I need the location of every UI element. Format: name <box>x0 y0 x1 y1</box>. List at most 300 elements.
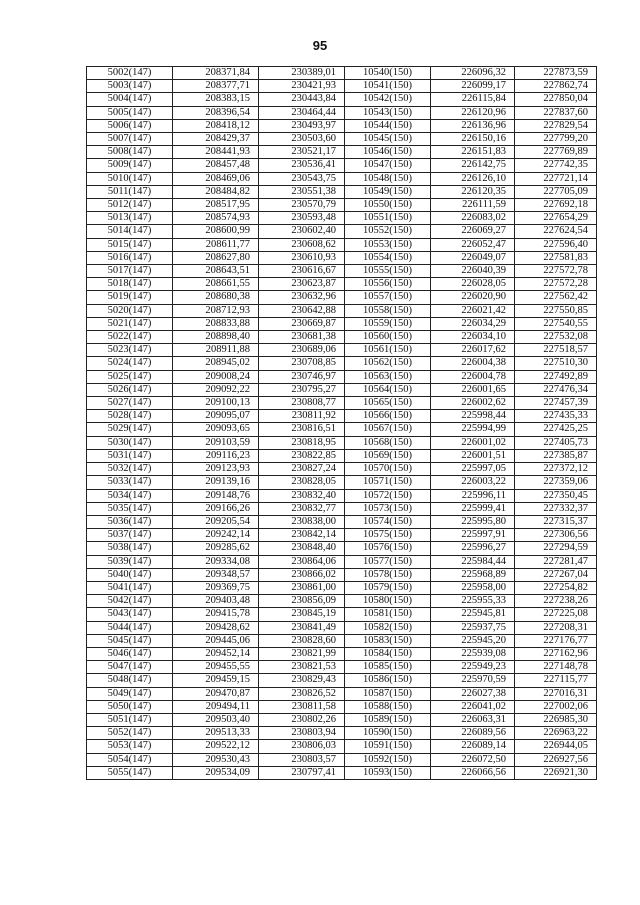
y-coordinate-right: 227799,20 <box>515 133 597 146</box>
y-coordinate-right: 227721,14 <box>515 172 597 185</box>
y-coordinate-left: 230389,01 <box>259 67 345 80</box>
point-id-right: 10568(150) <box>345 436 431 449</box>
point-id-right: 10574(150) <box>345 515 431 528</box>
point-id-right: 10577(150) <box>345 555 431 568</box>
x-coordinate-right: 226001,02 <box>431 436 515 449</box>
point-id-left: 5031(147) <box>87 449 173 462</box>
y-coordinate-right: 227385,87 <box>515 449 597 462</box>
table-row <box>87 661 597 674</box>
y-coordinate-left: 230866,02 <box>259 568 345 581</box>
point-id-right: 10570(150) <box>345 463 431 476</box>
y-coordinate-left: 230708,85 <box>259 357 345 370</box>
x-coordinate-right: 226111,59 <box>431 199 515 212</box>
point-id-left: 5037(147) <box>87 529 173 542</box>
point-id-right: 10591(150) <box>345 740 431 753</box>
point-id-right: 10567(150) <box>345 423 431 436</box>
x-coordinate-right: 226003,22 <box>431 476 515 489</box>
y-coordinate-left: 230816,51 <box>259 423 345 436</box>
x-coordinate-left: 208457,48 <box>173 159 259 172</box>
point-id-right: 10589(150) <box>345 713 431 726</box>
x-coordinate-right: 226096,32 <box>431 67 515 80</box>
y-coordinate-left: 230803,57 <box>259 753 345 766</box>
y-coordinate-left: 230616,67 <box>259 265 345 278</box>
point-id-right: 10586(150) <box>345 674 431 687</box>
point-id-left: 5040(147) <box>87 568 173 581</box>
x-coordinate-left: 208661,55 <box>173 278 259 291</box>
table-row <box>87 93 597 106</box>
point-id-left: 5018(147) <box>87 278 173 291</box>
x-coordinate-left: 208484,82 <box>173 185 259 198</box>
x-coordinate-left: 209369,75 <box>173 581 259 594</box>
table-row <box>87 727 597 740</box>
y-coordinate-left: 230797,41 <box>259 766 345 779</box>
point-id-left: 5049(147) <box>87 687 173 700</box>
point-id-right: 10547(150) <box>345 159 431 172</box>
table-row <box>87 212 597 225</box>
point-id-left: 5041(147) <box>87 581 173 594</box>
y-coordinate-left: 230802,26 <box>259 713 345 726</box>
y-coordinate-left: 230536,41 <box>259 159 345 172</box>
y-coordinate-left: 230848,40 <box>259 542 345 555</box>
point-id-right: 10571(150) <box>345 476 431 489</box>
point-id-left: 5029(147) <box>87 423 173 436</box>
x-coordinate-left: 209494,11 <box>173 700 259 713</box>
x-coordinate-left: 209522,12 <box>173 740 259 753</box>
point-id-right: 10555(150) <box>345 265 431 278</box>
y-coordinate-right: 227457,39 <box>515 397 597 410</box>
x-coordinate-left: 209445,06 <box>173 634 259 647</box>
table-row <box>87 542 597 555</box>
x-coordinate-right: 226021,42 <box>431 304 515 317</box>
table-row <box>87 489 597 502</box>
point-id-right: 10546(150) <box>345 146 431 159</box>
point-id-left: 5028(147) <box>87 410 173 423</box>
y-coordinate-left: 230551,38 <box>259 185 345 198</box>
y-coordinate-right: 227332,37 <box>515 502 597 515</box>
x-coordinate-left: 209348,57 <box>173 568 259 581</box>
x-coordinate-left: 208396,54 <box>173 106 259 119</box>
x-coordinate-left: 208898,40 <box>173 331 259 344</box>
point-id-left: 5055(147) <box>87 766 173 779</box>
table-row <box>87 119 597 132</box>
y-coordinate-right: 227550,85 <box>515 304 597 317</box>
point-id-right: 10543(150) <box>345 106 431 119</box>
x-coordinate-left: 208643,51 <box>173 265 259 278</box>
point-id-right: 10544(150) <box>345 119 431 132</box>
point-id-left: 5027(147) <box>87 397 173 410</box>
point-id-right: 10552(150) <box>345 225 431 238</box>
x-coordinate-left: 208377,71 <box>173 80 259 93</box>
x-coordinate-right: 225998,44 <box>431 410 515 423</box>
point-id-left: 5047(147) <box>87 661 173 674</box>
x-coordinate-left: 209470,87 <box>173 687 259 700</box>
point-id-right: 10572(150) <box>345 489 431 502</box>
x-coordinate-right: 226001,51 <box>431 449 515 462</box>
y-coordinate-right: 227837,60 <box>515 106 597 119</box>
point-id-left: 5003(147) <box>87 80 173 93</box>
x-coordinate-left: 209205,54 <box>173 515 259 528</box>
x-coordinate-left: 209334,08 <box>173 555 259 568</box>
table-row <box>87 581 597 594</box>
x-coordinate-right: 226066,56 <box>431 766 515 779</box>
x-coordinate-left: 208600,99 <box>173 225 259 238</box>
point-id-left: 5009(147) <box>87 159 173 172</box>
x-coordinate-right: 226028,05 <box>431 278 515 291</box>
x-coordinate-left: 208945,02 <box>173 357 259 370</box>
table-row <box>87 766 597 779</box>
point-id-left: 5023(147) <box>87 344 173 357</box>
point-id-right: 10557(150) <box>345 291 431 304</box>
table-row <box>87 595 597 608</box>
y-coordinate-left: 230842,14 <box>259 529 345 542</box>
y-coordinate-right: 227405,73 <box>515 436 597 449</box>
x-coordinate-right: 226020,90 <box>431 291 515 304</box>
y-coordinate-left: 230861,00 <box>259 581 345 594</box>
point-id-right: 10593(150) <box>345 766 431 779</box>
y-coordinate-right: 227532,08 <box>515 331 597 344</box>
x-coordinate-right: 225996,27 <box>431 542 515 555</box>
y-coordinate-right: 227225,08 <box>515 608 597 621</box>
y-coordinate-right: 227596,40 <box>515 238 597 251</box>
point-id-left: 5021(147) <box>87 317 173 330</box>
table-row <box>87 238 597 251</box>
point-id-left: 5020(147) <box>87 304 173 317</box>
x-coordinate-left: 208680,38 <box>173 291 259 304</box>
table-row <box>87 502 597 515</box>
x-coordinate-right: 226052,47 <box>431 238 515 251</box>
table-row <box>87 265 597 278</box>
point-id-left: 5022(147) <box>87 331 173 344</box>
y-coordinate-left: 230828,05 <box>259 476 345 489</box>
point-id-right: 10563(150) <box>345 370 431 383</box>
point-id-left: 5035(147) <box>87 502 173 515</box>
y-coordinate-right: 227148,78 <box>515 661 597 674</box>
table-row <box>87 106 597 119</box>
x-coordinate-left: 208611,77 <box>173 238 259 251</box>
y-coordinate-left: 230602,40 <box>259 225 345 238</box>
y-coordinate-right: 226985,30 <box>515 713 597 726</box>
x-coordinate-right: 226089,56 <box>431 727 515 740</box>
y-coordinate-left: 230642,88 <box>259 304 345 317</box>
x-coordinate-right: 226040,39 <box>431 265 515 278</box>
table-row <box>87 251 597 264</box>
table-row <box>87 700 597 713</box>
y-coordinate-right: 227518,57 <box>515 344 597 357</box>
x-coordinate-right: 225997,05 <box>431 463 515 476</box>
point-id-right: 10550(150) <box>345 199 431 212</box>
table-row <box>87 146 597 159</box>
point-id-left: 5051(147) <box>87 713 173 726</box>
x-coordinate-left: 209403,48 <box>173 595 259 608</box>
point-id-left: 5038(147) <box>87 542 173 555</box>
x-coordinate-right: 225949,23 <box>431 661 515 674</box>
table-row <box>87 278 597 291</box>
y-coordinate-right: 227359,06 <box>515 476 597 489</box>
point-id-right: 10558(150) <box>345 304 431 317</box>
y-coordinate-left: 230543,75 <box>259 172 345 185</box>
table-row <box>87 515 597 528</box>
y-coordinate-right: 226944,05 <box>515 740 597 753</box>
table-row <box>87 80 597 93</box>
point-id-left: 5010(147) <box>87 172 173 185</box>
x-coordinate-left: 209100,13 <box>173 397 259 410</box>
table-row <box>87 225 597 238</box>
y-coordinate-left: 230610,93 <box>259 251 345 264</box>
x-coordinate-right: 226136,96 <box>431 119 515 132</box>
table-row <box>87 172 597 185</box>
x-coordinate-right: 225968,89 <box>431 568 515 581</box>
x-coordinate-right: 226120,96 <box>431 106 515 119</box>
y-coordinate-left: 230856,09 <box>259 595 345 608</box>
x-coordinate-left: 209166,26 <box>173 502 259 515</box>
y-coordinate-left: 230821,53 <box>259 661 345 674</box>
point-id-left: 5006(147) <box>87 119 173 132</box>
x-coordinate-left: 209008,24 <box>173 370 259 383</box>
y-coordinate-left: 230828,60 <box>259 634 345 647</box>
x-coordinate-right: 226034,10 <box>431 331 515 344</box>
point-id-left: 5013(147) <box>87 212 173 225</box>
x-coordinate-right: 226072,50 <box>431 753 515 766</box>
point-id-left: 5053(147) <box>87 740 173 753</box>
x-coordinate-left: 208418,12 <box>173 119 259 132</box>
x-coordinate-right: 226115,84 <box>431 93 515 106</box>
point-id-left: 5011(147) <box>87 185 173 198</box>
y-coordinate-right: 227572,28 <box>515 278 597 291</box>
point-id-left: 5012(147) <box>87 199 173 212</box>
table-row <box>87 159 597 172</box>
table-row <box>87 291 597 304</box>
x-coordinate-left: 209103,59 <box>173 436 259 449</box>
y-coordinate-right: 226963,22 <box>515 727 597 740</box>
y-coordinate-left: 230608,62 <box>259 238 345 251</box>
point-id-right: 10578(150) <box>345 568 431 581</box>
table-row <box>87 344 597 357</box>
y-coordinate-right: 227572,78 <box>515 265 597 278</box>
point-id-left: 5052(147) <box>87 727 173 740</box>
point-id-left: 5030(147) <box>87 436 173 449</box>
point-id-right: 10545(150) <box>345 133 431 146</box>
y-coordinate-right: 227350,45 <box>515 489 597 502</box>
y-coordinate-left: 230493,97 <box>259 119 345 132</box>
y-coordinate-right: 227562,42 <box>515 291 597 304</box>
x-coordinate-right: 226099,17 <box>431 80 515 93</box>
y-coordinate-right: 227492,89 <box>515 370 597 383</box>
point-id-right: 10564(150) <box>345 383 431 396</box>
x-coordinate-right: 226004,38 <box>431 357 515 370</box>
x-coordinate-left: 209452,14 <box>173 647 259 660</box>
y-coordinate-left: 230464,44 <box>259 106 345 119</box>
y-coordinate-right: 227435,33 <box>515 410 597 423</box>
x-coordinate-right: 225958,00 <box>431 581 515 594</box>
y-coordinate-left: 230521,17 <box>259 146 345 159</box>
page-number: 95 <box>312 38 328 53</box>
x-coordinate-right: 225999,41 <box>431 502 515 515</box>
y-coordinate-left: 230593,48 <box>259 212 345 225</box>
x-coordinate-left: 209534,09 <box>173 766 259 779</box>
point-id-left: 5033(147) <box>87 476 173 489</box>
table-row <box>87 199 597 212</box>
y-coordinate-right: 227176,77 <box>515 634 597 647</box>
y-coordinate-left: 230838,00 <box>259 515 345 528</box>
x-coordinate-right: 225955,33 <box>431 595 515 608</box>
table-row <box>87 185 597 198</box>
table-row <box>87 529 597 542</box>
point-id-left: 5025(147) <box>87 370 173 383</box>
point-id-left: 5032(147) <box>87 463 173 476</box>
table-row <box>87 370 597 383</box>
x-coordinate-left: 209428,62 <box>173 621 259 634</box>
y-coordinate-right: 226927,56 <box>515 753 597 766</box>
y-coordinate-left: 230623,87 <box>259 278 345 291</box>
x-coordinate-right: 225945,20 <box>431 634 515 647</box>
x-coordinate-left: 208574,93 <box>173 212 259 225</box>
x-coordinate-right: 226001,65 <box>431 383 515 396</box>
y-coordinate-left: 230689,06 <box>259 344 345 357</box>
x-coordinate-left: 208911,88 <box>173 344 259 357</box>
table-row <box>87 67 597 80</box>
x-coordinate-left: 208627,80 <box>173 251 259 264</box>
y-coordinate-right: 227016,31 <box>515 687 597 700</box>
point-id-right: 10580(150) <box>345 595 431 608</box>
x-coordinate-left: 209455,55 <box>173 661 259 674</box>
y-coordinate-right: 227862,74 <box>515 80 597 93</box>
y-coordinate-left: 230841,49 <box>259 621 345 634</box>
table-row <box>87 740 597 753</box>
point-id-left: 5017(147) <box>87 265 173 278</box>
point-id-left: 5050(147) <box>87 700 173 713</box>
x-coordinate-right: 226034,29 <box>431 317 515 330</box>
table-row <box>87 647 597 660</box>
x-coordinate-left: 209513,33 <box>173 727 259 740</box>
point-id-left: 5039(147) <box>87 555 173 568</box>
y-coordinate-left: 230826,52 <box>259 687 345 700</box>
y-coordinate-left: 230864,06 <box>259 555 345 568</box>
point-id-right: 10566(150) <box>345 410 431 423</box>
x-coordinate-right: 226069,27 <box>431 225 515 238</box>
x-coordinate-left: 209415,78 <box>173 608 259 621</box>
y-coordinate-right: 227742,35 <box>515 159 597 172</box>
point-id-right: 10585(150) <box>345 661 431 674</box>
table-row <box>87 555 597 568</box>
point-id-left: 5045(147) <box>87 634 173 647</box>
x-coordinate-left: 208517,95 <box>173 199 259 212</box>
x-coordinate-left: 209148,76 <box>173 489 259 502</box>
y-coordinate-left: 230503,60 <box>259 133 345 146</box>
y-coordinate-right: 227705,09 <box>515 185 597 198</box>
x-coordinate-left: 208383,15 <box>173 93 259 106</box>
point-id-right: 10579(150) <box>345 581 431 594</box>
x-coordinate-right: 225994,99 <box>431 423 515 436</box>
y-coordinate-right: 227115,77 <box>515 674 597 687</box>
y-coordinate-left: 230808,77 <box>259 397 345 410</box>
table-row <box>87 397 597 410</box>
y-coordinate-left: 230570,79 <box>259 199 345 212</box>
point-id-right: 10581(150) <box>345 608 431 621</box>
point-id-right: 10556(150) <box>345 278 431 291</box>
x-coordinate-right: 226017,62 <box>431 344 515 357</box>
x-coordinate-right: 226049,07 <box>431 251 515 264</box>
y-coordinate-right: 227254,82 <box>515 581 597 594</box>
y-coordinate-left: 230746,97 <box>259 370 345 383</box>
point-id-left: 5014(147) <box>87 225 173 238</box>
x-coordinate-right: 225945,81 <box>431 608 515 621</box>
y-coordinate-left: 230827,24 <box>259 463 345 476</box>
y-coordinate-right: 227238,26 <box>515 595 597 608</box>
table-row <box>87 357 597 370</box>
coordinates-table-body <box>87 67 597 780</box>
y-coordinate-right: 226921,30 <box>515 766 597 779</box>
x-coordinate-left: 209242,14 <box>173 529 259 542</box>
table-row <box>87 304 597 317</box>
x-coordinate-right: 225984,44 <box>431 555 515 568</box>
point-id-left: 5005(147) <box>87 106 173 119</box>
y-coordinate-right: 227692,18 <box>515 199 597 212</box>
y-coordinate-right: 227654,29 <box>515 212 597 225</box>
x-coordinate-right: 226120,35 <box>431 185 515 198</box>
table-row <box>87 133 597 146</box>
y-coordinate-right: 227281,47 <box>515 555 597 568</box>
point-id-left: 5034(147) <box>87 489 173 502</box>
point-id-left: 5004(147) <box>87 93 173 106</box>
point-id-left: 5024(147) <box>87 357 173 370</box>
y-coordinate-right: 227624,54 <box>515 225 597 238</box>
y-coordinate-right: 227476,34 <box>515 383 597 396</box>
y-coordinate-right: 227315,37 <box>515 515 597 528</box>
point-id-right: 10562(150) <box>345 357 431 370</box>
point-id-left: 5054(147) <box>87 753 173 766</box>
table-row <box>87 621 597 634</box>
point-id-right: 10551(150) <box>345 212 431 225</box>
x-coordinate-left: 209503,40 <box>173 713 259 726</box>
y-coordinate-left: 230443,84 <box>259 93 345 106</box>
x-coordinate-left: 209530,43 <box>173 753 259 766</box>
y-coordinate-right: 227873,59 <box>515 67 597 80</box>
point-id-left: 5048(147) <box>87 674 173 687</box>
point-id-left: 5043(147) <box>87 608 173 621</box>
y-coordinate-left: 230832,40 <box>259 489 345 502</box>
table-row <box>87 476 597 489</box>
x-coordinate-left: 209095,07 <box>173 410 259 423</box>
point-id-right: 10541(150) <box>345 80 431 93</box>
point-id-right: 10588(150) <box>345 700 431 713</box>
y-coordinate-right: 227306,56 <box>515 529 597 542</box>
x-coordinate-left: 208833,88 <box>173 317 259 330</box>
x-coordinate-right: 226089,14 <box>431 740 515 753</box>
x-coordinate-left: 208441,93 <box>173 146 259 159</box>
point-id-right: 10559(150) <box>345 317 431 330</box>
point-id-left: 5008(147) <box>87 146 173 159</box>
x-coordinate-left: 208712,93 <box>173 304 259 317</box>
table-row <box>87 634 597 647</box>
y-coordinate-right: 227208,31 <box>515 621 597 634</box>
point-id-left: 5019(147) <box>87 291 173 304</box>
point-id-left: 5015(147) <box>87 238 173 251</box>
x-coordinate-right: 226004,78 <box>431 370 515 383</box>
x-coordinate-left: 208429,37 <box>173 133 259 146</box>
table-row <box>87 383 597 396</box>
x-coordinate-left: 209123,93 <box>173 463 259 476</box>
x-coordinate-right: 226063,31 <box>431 713 515 726</box>
y-coordinate-right: 227540,55 <box>515 317 597 330</box>
point-id-left: 5044(147) <box>87 621 173 634</box>
point-id-right: 10553(150) <box>345 238 431 251</box>
y-coordinate-right: 227162,96 <box>515 647 597 660</box>
table-row <box>87 608 597 621</box>
x-coordinate-right: 226027,38 <box>431 687 515 700</box>
x-coordinate-left: 208469,06 <box>173 172 259 185</box>
y-coordinate-right: 227850,04 <box>515 93 597 106</box>
y-coordinate-right: 227510,30 <box>515 357 597 370</box>
